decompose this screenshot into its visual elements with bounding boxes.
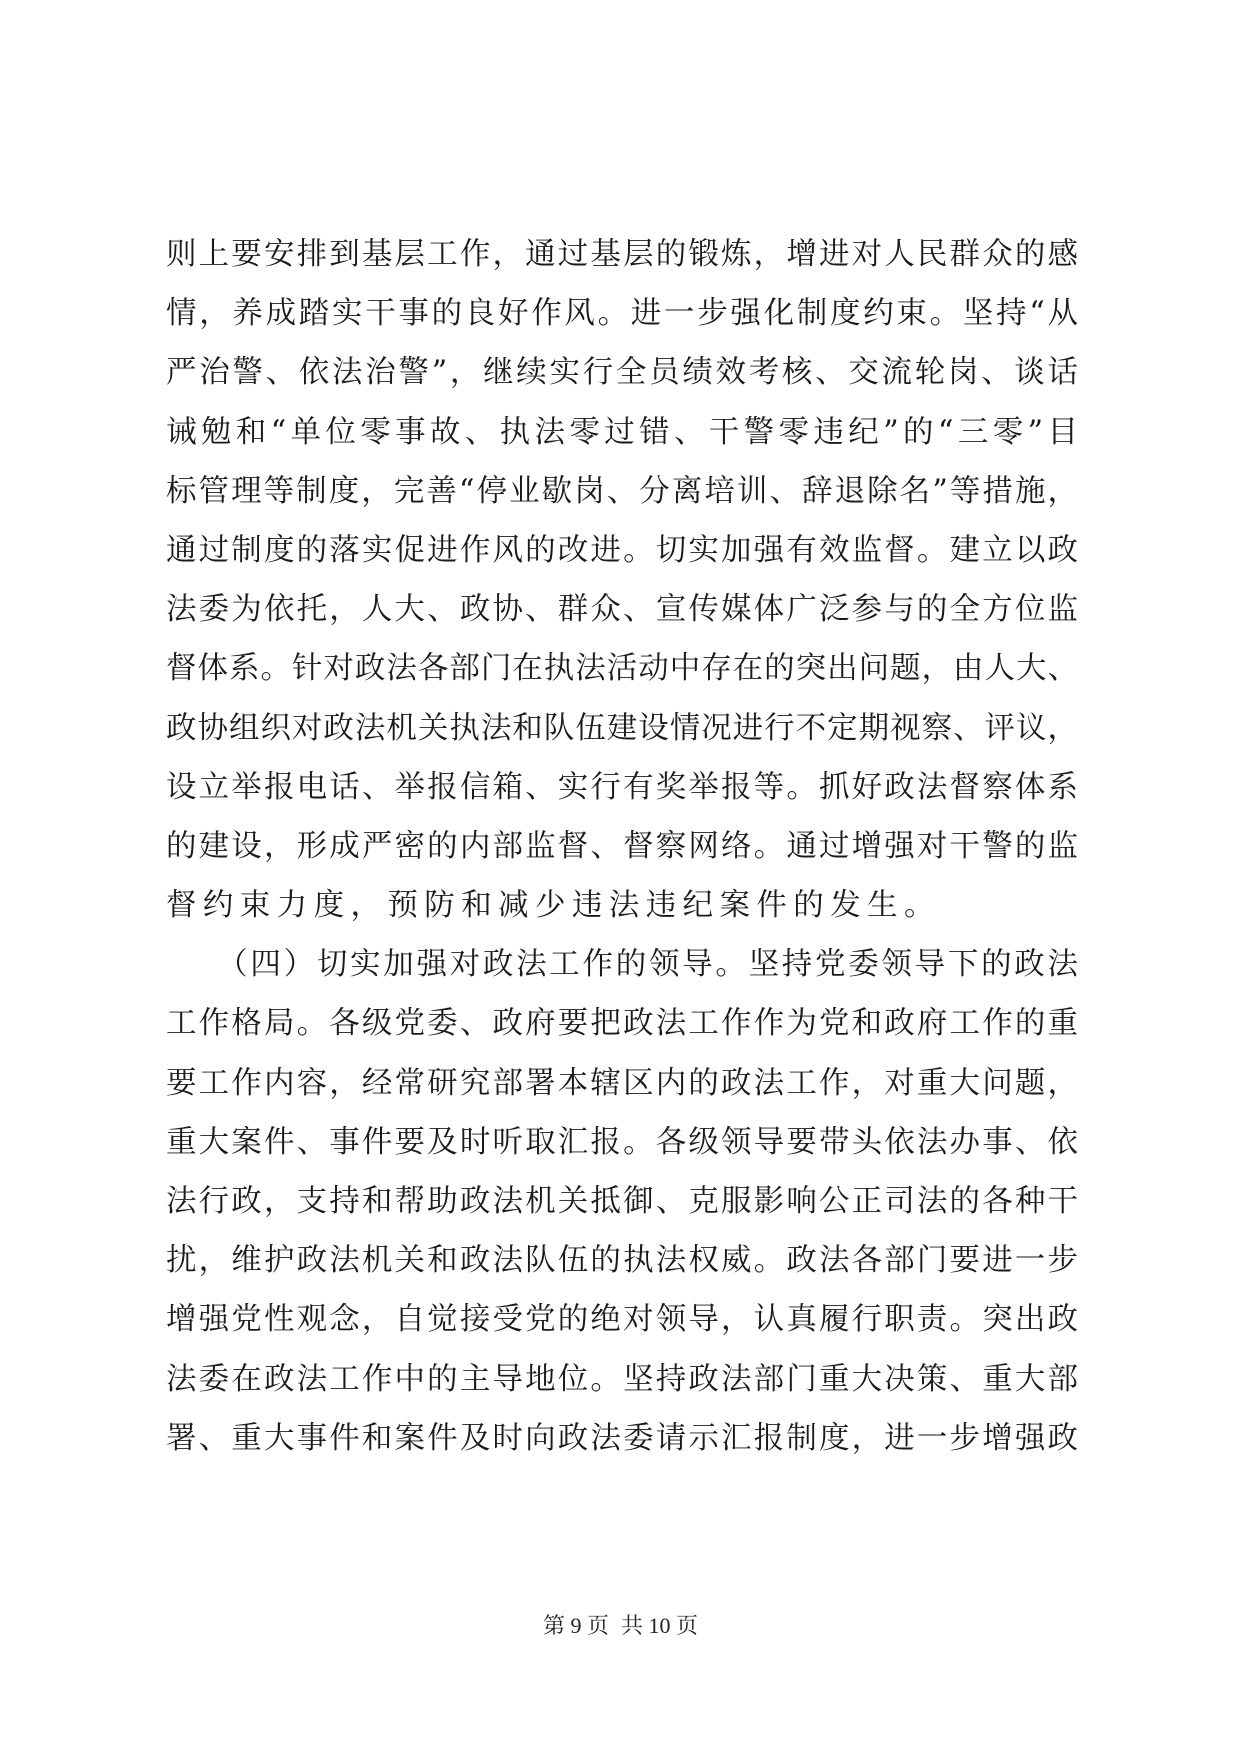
text-line: 扰，维护政法机关和政法队伍的执法权威。政法各部门要进一步 — [166, 1243, 1078, 1279]
page-footer — [0, 1609, 1241, 1640]
page-number: 第 9 页 — [542, 1613, 609, 1638]
text-line: 增强党性观念，自觉接受党的绝对领导，认真履行职责。突出政 — [166, 1302, 1078, 1338]
text-line: 严治警、依法治警”，继续实行全员绩效考核、交流轮岗、谈话 — [166, 355, 1078, 391]
text-line: 情，养成踏实干事的良好作风。进一步强化制度约束。坚持“从 — [166, 296, 1078, 332]
text-line: 法委为依托，人大、政协、群众、宣传媒体广泛参与的全方位监 — [166, 592, 1078, 628]
text-line: 政协组织对政法机关执法和队伍建设情况进行不定期视察、评议， — [166, 710, 1078, 746]
text-line: 标管理等制度，完善“停业歇岗、分离培训、辞退除名”等措施， — [166, 473, 1078, 509]
text-line: 通过制度的落实促进作风的改进。切实加强有效监督。建立以政 — [166, 532, 1078, 568]
text-line: 设立举报电话、举报信箱、实行有奖举报等。抓好政法督察体系 — [166, 769, 1078, 805]
text-line: 督体系。针对政法各部门在执法活动中存在的突出问题，由人大、 — [166, 651, 1078, 687]
text-line: 署、重大事件和案件及时向政法委请示汇报制度，进一步增强政 — [166, 1420, 1078, 1456]
text-line: 则上要安排到基层工作，通过基层的锻炼，增进对人民群众的感 — [166, 237, 1078, 272]
text-line: 法委在政法工作中的主导地位。坚持政法部门重大决策、重大部 — [166, 1361, 1078, 1397]
paragraph-end-line: 督约束力度，预防和减少违法违纪案件的发生。 — [166, 888, 941, 924]
text-line: 重大案件、事件要及时听取汇报。各级领导要带头依法办事、依 — [166, 1124, 1078, 1160]
text-line: 工作格局。各级党委、政府要把政法工作作为党和政府工作的重 — [166, 1006, 1078, 1042]
page-total: 共 10 页 — [621, 1613, 699, 1638]
document-body — [166, 225, 1078, 1468]
text-line: 要工作内容，经常研究部署本辖区内的政法工作，对重大问题， — [166, 1065, 1078, 1101]
section-heading-line: （四）切实加强对政法工作的领导。坚持党委领导下的政法 — [166, 947, 1078, 983]
text-line: 诫勉和“单位零事故、执法零过错、干警零违纪”的“三零”目 — [166, 414, 1078, 450]
text-line: 法行政，支持和帮助政法机关抵御、克服影响公正司法的各种干 — [166, 1184, 1078, 1219]
text-line: 的建设，形成严密的内部监督、督察网络。通过增强对干警的监 — [166, 828, 1078, 864]
